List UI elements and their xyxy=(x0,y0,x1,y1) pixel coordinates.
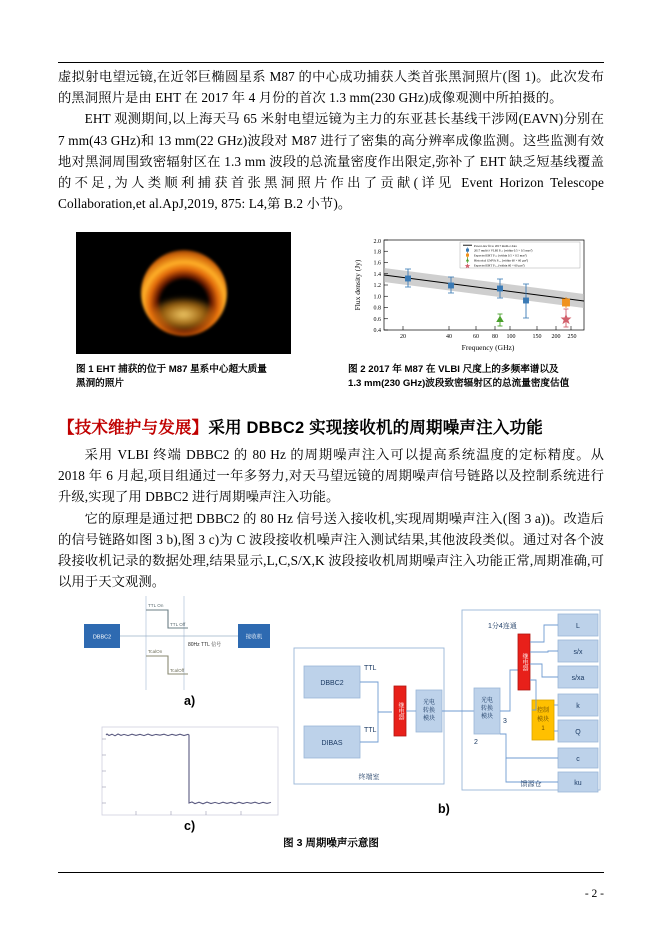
receiver-block-sxa: s/xa xyxy=(571,675,585,682)
svg-text:模块: 模块 xyxy=(422,716,436,722)
panel-c-label: c) xyxy=(184,819,196,833)
panel-b-dbbc2-label: DBBC2 xyxy=(320,680,344,687)
section-heading xyxy=(58,414,604,438)
svg-text:转换: 转换 xyxy=(422,708,436,714)
panel-a-receiver-label: 接收机 xyxy=(245,634,263,641)
receiver-block-Q: Q xyxy=(575,729,581,736)
intro-text-block xyxy=(58,66,604,214)
figure-row xyxy=(58,232,604,407)
receiver-block-sx: s/x xyxy=(573,649,583,656)
bottom-horizontal-rule xyxy=(58,872,604,873)
svg-text:TcalOn: TcalOn xyxy=(148,649,163,654)
panel-b-port-3: 3 xyxy=(503,718,507,725)
svg-text:1.0: 1.0 xyxy=(373,294,381,301)
section-heading-title: 采用 DBBC2 实现接收机的周期噪声注入功能 xyxy=(208,419,543,437)
panel-a-label: a) xyxy=(184,694,196,708)
page-number: - 2 - xyxy=(584,888,604,900)
dbbc2-text-block xyxy=(58,444,604,592)
receiver-block-L: L xyxy=(576,623,580,630)
svg-text:TcalOff: TcalOff xyxy=(170,668,185,673)
figure-2-caption-line-2: 1.3 mm(230 GHz)波段致密辐射区的总流量密度估值 xyxy=(348,377,570,389)
panel-b-label: b) xyxy=(438,802,450,816)
svg-text:Power-law fit to 2017 multi-λ: Power-law fit to 2017 multi-λ data xyxy=(474,244,517,248)
svg-text:20: 20 xyxy=(400,334,406,340)
svg-text:80Hz TTL 信号: 80Hz TTL 信号 xyxy=(188,642,222,648)
svg-text:150: 150 xyxy=(532,334,542,340)
panel-b-port-2: 2 xyxy=(474,739,478,746)
paragraph-3: 采用 VLBI 终端 DBBC2 的 80 Hz 的周期噪声注入可以提高系统温度的定标精度。从 2018 年 6 月起,项目组通过一年多努力,对天马望远镜的周期噪声信号链路以及控制系统进行升级,实现了用 DBBC2 进行周期噪声注入功能。 xyxy=(58,447,604,505)
panel-b-relay-left: 继电器 xyxy=(397,702,403,720)
black-hole-image xyxy=(76,232,291,354)
paragraph-1: 虚拟射电望远镜,在近邻巨椭圆星系 M87 的中心成功捕获人类首张黑洞照片(图 1)。此次发布的黑洞照片是由 EHT 在 2017 年 4 月份的首次 1.3 mm(230 GHz)成像观测中所拍摄的。 xyxy=(58,69,604,106)
receiver-block-ku: ku xyxy=(574,780,582,787)
panel-a-diagram xyxy=(76,590,306,708)
receiver-block-c: c xyxy=(576,756,580,763)
panel-b-feed-cabin-label: 馈源仓 xyxy=(520,781,542,788)
figure-2 xyxy=(348,232,598,390)
figure-3 xyxy=(58,586,604,856)
svg-text:2017 multi-λ VLBI Fₜₒₜ (within: 2017 multi-λ VLBI Fₜₒₜ (within 0.5 × 0.5 mas²) xyxy=(474,248,533,253)
top-horizontal-rule xyxy=(58,62,604,63)
figure-1-caption-line-2: 黑洞的照片 xyxy=(76,377,124,389)
svg-text:250: 250 xyxy=(567,334,577,340)
black-hole-ring xyxy=(141,250,227,336)
svg-text:0.6: 0.6 xyxy=(373,316,381,323)
svg-text:光电: 光电 xyxy=(480,698,494,704)
panel-b-splitter-label: 1分4连通 xyxy=(488,623,517,630)
paragraph-4: 它的原理是通过把 DBBC2 的 80 Hz 信号送入接收机,实现周期噪声注入(图 3 a))。改造后的信号链路如图 3 b),图 3 c)为 C 波段接收机噪声注入测试结果,其他波段类似。通过对各个波段接收机记录的数据处理,结果显示,L,C,S/X,K 波段接收机周期噪声注入功能正常,周期准确,可以用于天文观测。 xyxy=(58,510,604,590)
svg-text:模块: 模块 xyxy=(480,714,494,720)
flux-density-chart xyxy=(348,232,598,354)
panel-b-ttl-label-1: TTL xyxy=(364,665,377,672)
receiver-block-k: k xyxy=(576,703,580,710)
svg-text:转换: 转换 xyxy=(480,706,494,712)
panel-b-dibas-label: DIBAS xyxy=(321,740,343,747)
svg-text:100: 100 xyxy=(506,334,516,340)
svg-text:Frequency (GHz): Frequency (GHz) xyxy=(461,343,515,352)
panel-b-relay-right: 继电器 xyxy=(521,653,527,671)
paragraph-2: EHT 观测期间,以上海天马 65 米射电望远镜为主力的东亚甚长基线干涉网(EAVN)分别在 7 mm(43 GHz)和 13 mm(22 GHz)波段对 M87 进行了密集的高分辨率成像监测。这些监测有效地对黑洞周围致密辐射区在 1.3 mm 波段的总流量密度作出限定,弥补了 EHT 缺乏短基线覆盖的不足,为人类顺利捕获首张黑洞照片作出了贡献(详见 Event Horizon Telescope Collaboration,et al.ApJ,2019, 875: L4,第 B.2 小节)。 xyxy=(58,111,604,212)
flux-density-svg xyxy=(348,232,598,354)
figure-2-caption-line-1: 图 2 2017 年 M87 在 VLBI 尺度上的多频率谱以及 xyxy=(348,364,559,375)
svg-text:模块: 模块 xyxy=(536,717,550,723)
svg-text:1: 1 xyxy=(541,726,545,732)
svg-text:60: 60 xyxy=(473,334,479,340)
panel-a-svg xyxy=(76,590,306,698)
svg-text:1.4: 1.4 xyxy=(373,271,381,278)
figure-1-caption-line-1: 图 1 EHT 捕获的位于 M87 星系中心超大质量 xyxy=(76,364,267,375)
panel-b-svg xyxy=(290,590,604,812)
svg-text:1.6: 1.6 xyxy=(373,260,381,267)
svg-text:80: 80 xyxy=(492,334,498,340)
panel-b-ttl-label-2: TTL xyxy=(364,727,377,734)
svg-text:Expected EHT Fₗₒᵣₑ (within 60: Expected EHT Fₗₒᵣₑ (within 60 × 60 μas²) xyxy=(474,263,525,268)
svg-text:光电: 光电 xyxy=(422,700,436,706)
svg-text:TTL On: TTL On xyxy=(148,603,164,608)
svg-text:200: 200 xyxy=(551,334,561,340)
svg-text:Historical GMVA Fₗₒᵣₑ (within: Historical GMVA Fₗₒᵣₑ (within 60 × 60 μas²) xyxy=(474,258,529,263)
section-heading-tag: 【技术维护与发展】 xyxy=(58,419,209,437)
panel-a-dbbc2-label: DBBC2 xyxy=(92,634,112,641)
figure-1-caption xyxy=(76,363,291,390)
panel-b-diagram xyxy=(290,590,604,820)
svg-text:Expected EHT Fₜₒₜ (within 0.5: Expected EHT Fₜₒₜ (within 0.5 × 0.5 mas²) xyxy=(474,253,527,258)
panel-c-plot xyxy=(76,719,306,833)
svg-text:2.0: 2.0 xyxy=(373,239,381,245)
svg-text:Flux density (Jy): Flux density (Jy) xyxy=(353,259,362,311)
figure-2-caption xyxy=(348,363,598,390)
figure-1 xyxy=(76,232,291,390)
chart-legend xyxy=(460,242,580,268)
svg-text:控制: 控制 xyxy=(536,708,550,714)
svg-text:0.4: 0.4 xyxy=(373,328,381,334)
panel-b-terminal-room-label: 终端室 xyxy=(358,774,380,781)
svg-text:0.8: 0.8 xyxy=(373,305,381,312)
svg-text:1.2: 1.2 xyxy=(373,283,381,289)
svg-text:40: 40 xyxy=(446,334,452,340)
svg-text:TTL Off: TTL Off xyxy=(170,622,186,627)
figure-3-caption: 图 3 周期噪声示意图 xyxy=(283,837,379,849)
svg-text:1.8: 1.8 xyxy=(373,249,381,256)
panel-c-svg xyxy=(76,719,306,825)
